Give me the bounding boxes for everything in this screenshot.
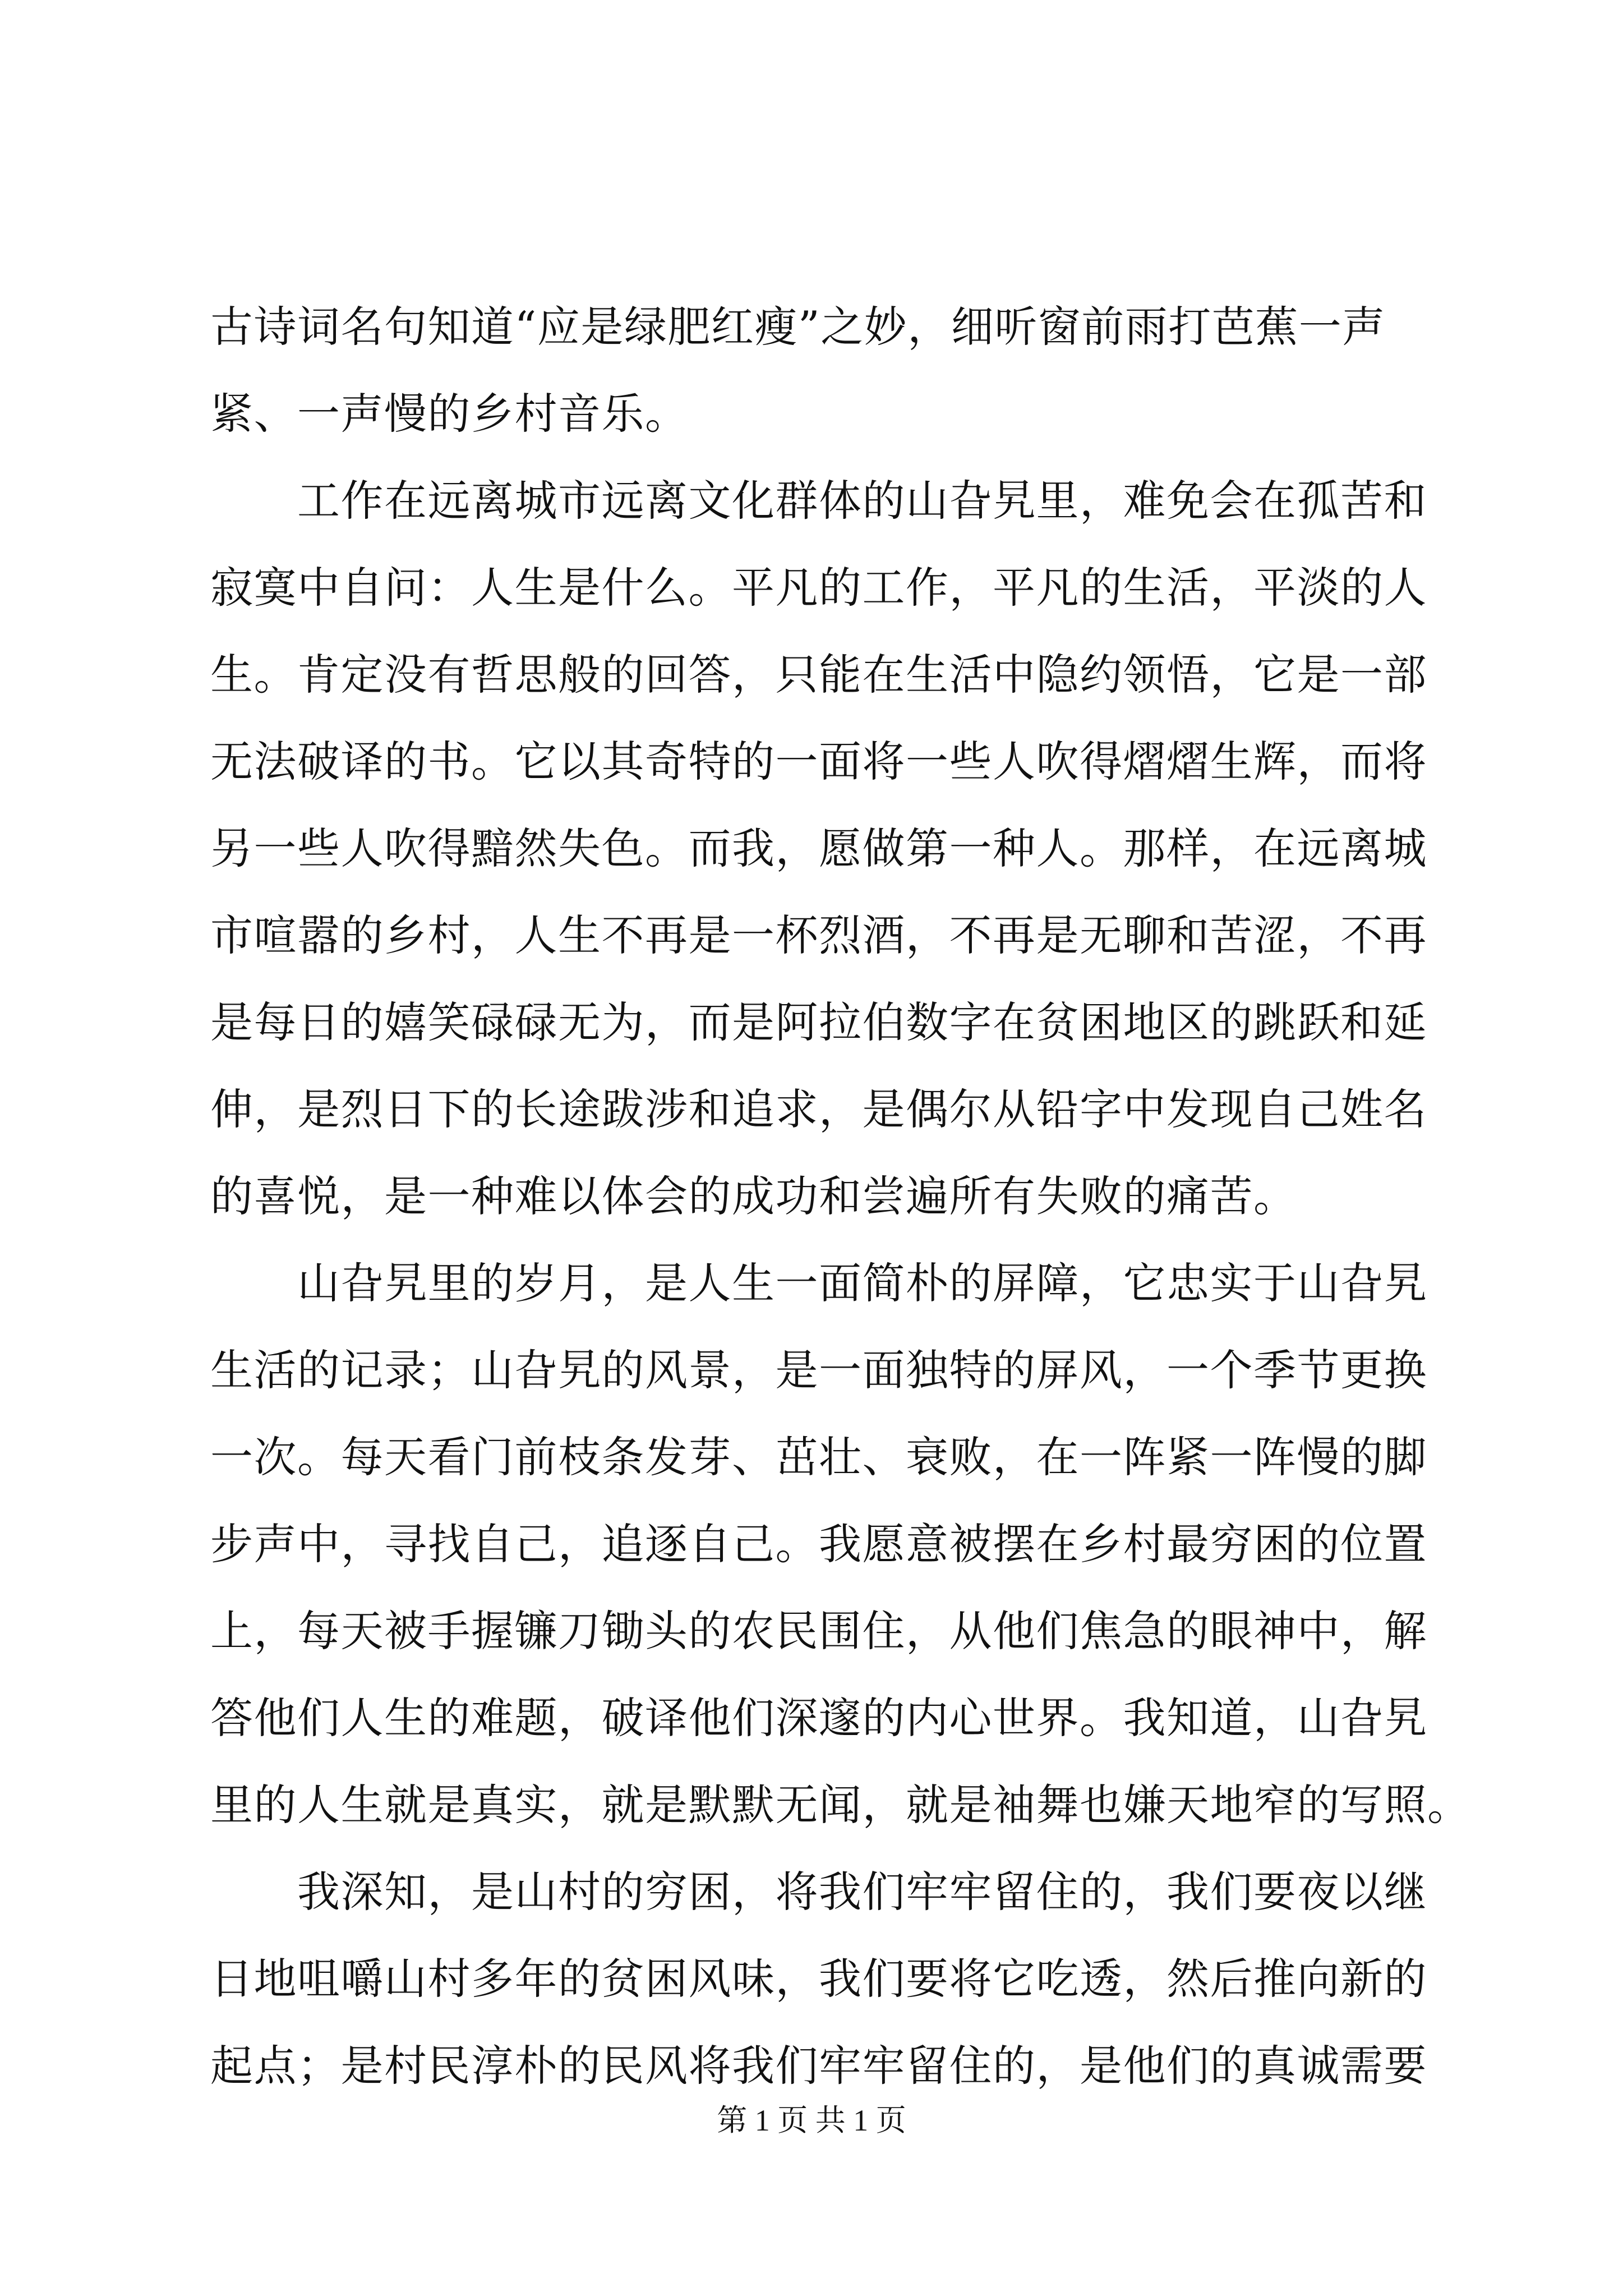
text-line: 答他们人生的难题，破译他们深邃的内心世界。我知道，山旮旯 xyxy=(210,1693,1427,1743)
text-line: 无法破译的书。它以其奇特的一面将一些人吹得熠熠生辉，而将 xyxy=(210,737,1427,786)
text-line: 寂寞中自问：人生是什么。平凡的工作，平凡的生活，平淡的人 xyxy=(210,563,1427,613)
text-line: 生。肯定没有哲思般的回答，只能在生活中隐约领悟，它是一部 xyxy=(210,650,1427,700)
paragraph-first-line: 山旮旯里的岁月，是人生一面简朴的屏障，它忠实于山旮旯 xyxy=(297,1258,1427,1308)
text-line: 里的人生就是真实，就是默默无闻，就是袖舞也嫌天地窄的写照。 xyxy=(210,1780,1471,1830)
text-line: 伸，是烈日下的长途跋涉和追求，是偶尔从铅字中发现自己姓名 xyxy=(210,1084,1427,1134)
document-body xyxy=(210,283,1471,2109)
text-line: 另一些人吹得黯然失色。而我，愿做第一种人。那样，在远离城 xyxy=(210,823,1427,873)
text-line: 步声中，寻找自己，追逐自己。我愿意被摆在乡村最穷困的位置 xyxy=(210,1519,1427,1569)
paragraph-first-line: 我深知，是山村的穷困，将我们牢牢留住的，我们要夜以继 xyxy=(297,1867,1427,1917)
text-line: 是每日的嬉笑碌碌无为，而是阿拉伯数字在贫困地区的跳跃和延 xyxy=(210,997,1427,1047)
text-line: 市喧嚣的乡村，人生不再是一杯烈酒，不再是无聊和苦涩，不再 xyxy=(210,910,1427,960)
text-line: 日地咀嚼山村多年的贫困风味，我们要将它吃透，然后推向新的 xyxy=(210,1954,1427,2004)
text-line: 起点；是村民淳朴的民风将我们牢牢留住的，是他们的真诚需要 xyxy=(210,2041,1427,2091)
text-line: 一次。每天看门前枝条发芽、茁壮、衰败，在一阵紧一阵慢的脚 xyxy=(210,1432,1427,1482)
page-footer: 第 1 页 共 1 页 xyxy=(717,2104,906,2137)
paragraph-first-line: 工作在远离城市远离文化群体的山旮旯里，难免会在孤苦和 xyxy=(297,476,1427,526)
text-line: 的喜悦，是一种难以体会的成功和尝遍所有失败的痛苦。 xyxy=(210,1171,1297,1221)
text-line: 生活的记录；山旮旯的风景，是一面独特的屏风，一个季节更换 xyxy=(210,1345,1427,1395)
text-line: 上，每天被手握镰刀锄头的农民围住，从他们焦急的眼神中，解 xyxy=(210,1606,1427,1656)
text-line: 紧、一声慢的乡村音乐。 xyxy=(210,389,689,439)
text-line: 古诗词名句知道“应是绿肥红瘦”之妙，细听窗前雨打芭蕉一声 xyxy=(210,302,1386,352)
